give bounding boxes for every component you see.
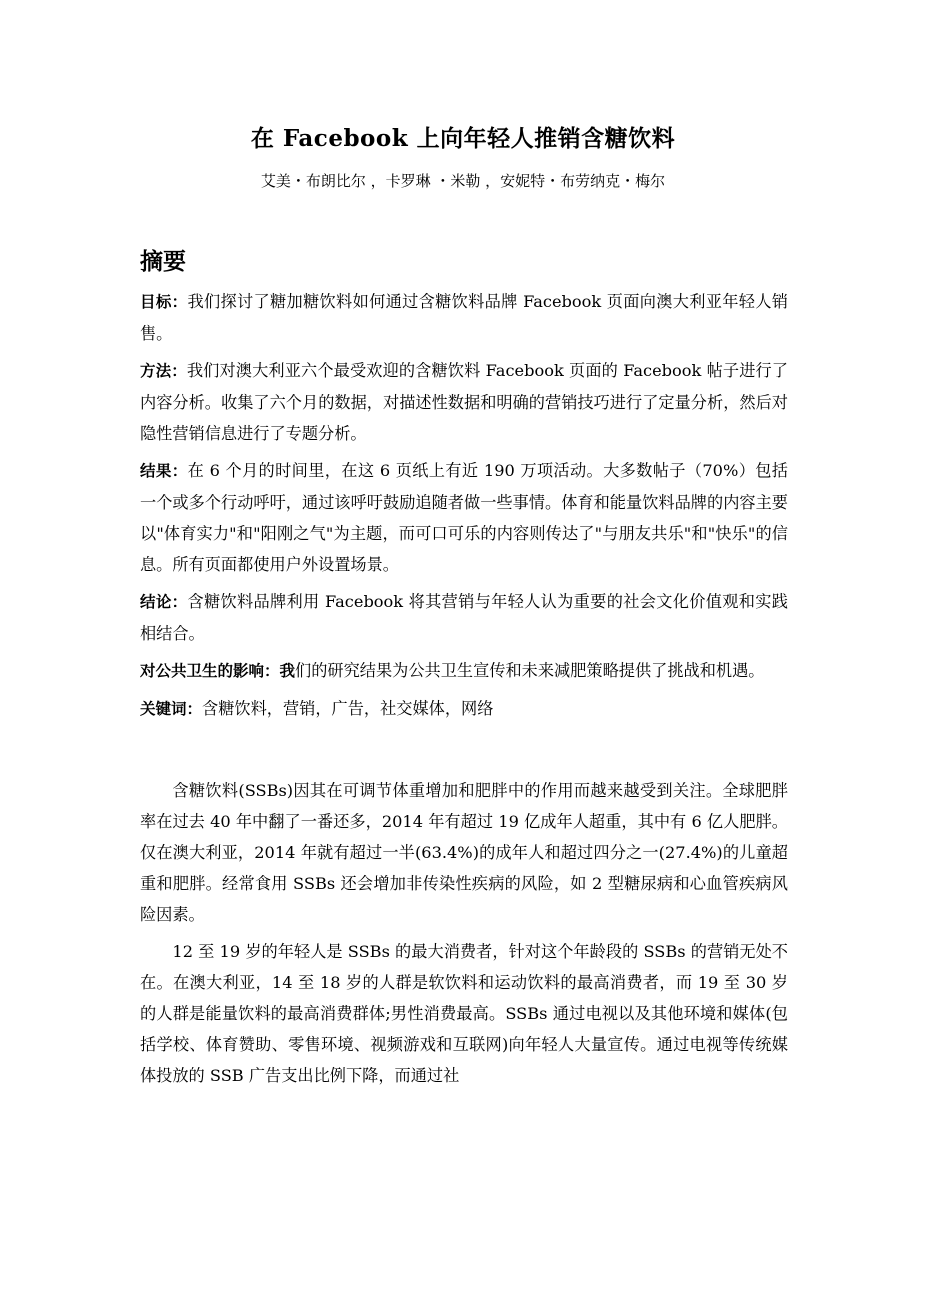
conclusion-label: 结论： (140, 593, 188, 611)
methods-text: 我们对澳大利亚六个最受欢迎的含糖饮料 Facebook 页面的 Facebook 帖子进行了内容分析。收集了六个月的数据，对描述性数据和明确的营销技巧进行了定量分析，然后对隐性营销信息进行了专题分析。 (140, 361, 788, 443)
objective-label: 目标： (140, 293, 188, 311)
methods-label: 方法： (140, 362, 187, 380)
section-spacer (140, 731, 788, 775)
keywords-label: 关键词： (140, 700, 203, 718)
keywords-text: 含糖饮料，营销，广告，社交媒体，网络 (202, 699, 494, 718)
implications-label: 对公共卫生的影响：我 (140, 662, 296, 680)
abstract-methods (140, 355, 788, 449)
body-paragraph-1: 含糖饮料(SSBs)因其在可调节体重增加和肥胖中的作用而越来越受到关注。全球肥胖率在过去 40 年中翻了一番还多，2014 年有超过 19 亿成年人超重，其中有 6 亿人肥胖。仅在澳大利亚，2014 年就有超过一半(63.4%)的成年人和超过四分之一(27.4%)的儿童超重和肥胖。经常食用 SSBs 还会增加非传染性疾病的风险，如 2 型糖尿病和心血管疾病风险因素。 (140, 781, 788, 924)
paper-title: 在 Facebook 上向年轻人推销含糖饮料 (250, 125, 676, 152)
implications-text: 们的研究结果为公共卫生宣传和未来减肥策略提供了挑战和机遇。 (295, 661, 765, 680)
results-label: 结果： (140, 462, 188, 480)
article-content (140, 286, 788, 1097)
abstract-objective (140, 286, 788, 349)
abstract-conclusion (140, 586, 788, 649)
abstract-results (140, 455, 788, 580)
author-list: 艾美・布朗比尔 ，卡罗琳 ・米勒 ，安妮特・布劳纳克・梅尔 (260, 172, 666, 190)
body-paragraph-2: 12 至 19 岁的年轻人是 SSBs 的最大消费者，针对这个年龄段的 SSBs 的营销无处不在。在澳大利亚，14 至 18 岁的人群是软饮料和运动饮料的最高消费者，而 19 至 30 岁的人群是能量饮料的最高消费群体;男性消费最高。SSBs 通过电视以及其他环境和媒体(包括学校、体育赞助、零售环境、视频游戏和互联网)向年轻人大量宣传。通过电视等传统媒体投放的 SSB 广告支出比例下降，而通过社 (140, 942, 788, 1085)
conclusion-text: 含糖饮料品牌利用 Facebook 将其营销与年轻人认为重要的社会文化价值观和实践相结合。 (140, 592, 788, 643)
abstract-implications (140, 655, 788, 687)
abstract-keywords (140, 693, 788, 725)
objective-text: 我们探讨了糖加糖饮料如何通过含糖饮料品牌 Facebook 页面向澳大利亚年轻人销售。 (140, 292, 788, 343)
results-text: 在 6 个月的时间里，在这 6 页纸上有近 190 万项活动。大多数帖子（70%）包括一个或多个行动呼吁，通过该呼吁鼓励追随者做一些事情。体育和能量饮料品牌的内容主要以"体育实力"和"阳刚之气"为主题，而可口可乐的内容则传达了"与朋友共乐"和"快乐"的信息。所有页面都使用户外设置场景。 (140, 461, 788, 574)
abstract-heading: 摘要 (140, 248, 186, 275)
